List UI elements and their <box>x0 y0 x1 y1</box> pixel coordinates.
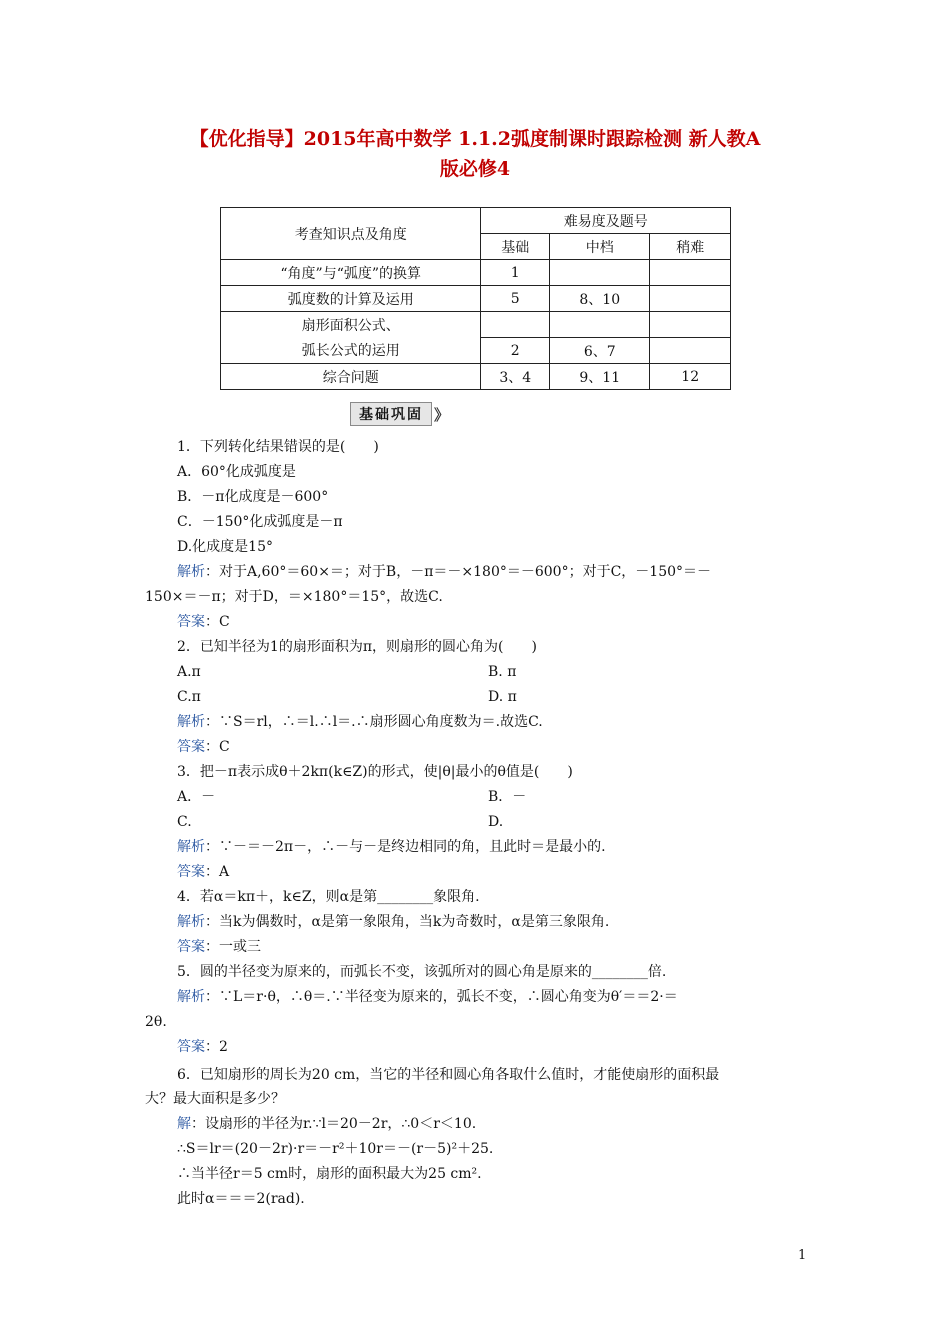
solution-text: ：设扇形的半径为r.∵l＝20－2r，∴0＜r＜10. <box>191 1116 477 1132</box>
table-row <box>221 286 731 312</box>
q3-stem: 3．把－π表示成θ＋2kπ(k∈Z)的形式，使|θ|最小的θ值是( ) <box>177 764 573 780</box>
table-cell-hard <box>650 260 731 286</box>
q5-answer <box>177 1036 228 1058</box>
solution-text: ：∵－＝－2π－，∴－与－是终边相同的角，且此时＝是最小的. <box>205 839 606 855</box>
q2-answer <box>177 736 230 758</box>
section-badge-label: 基础巩固 <box>350 402 432 426</box>
solution-label: 解析 <box>177 914 205 930</box>
answer-label: 答案 <box>177 614 205 630</box>
q6-solution <box>177 1113 476 1135</box>
table-cell-basic: 1 <box>481 260 550 286</box>
table-cell-mid: 8、10 <box>550 286 650 312</box>
table-header-difficulty: 难易度及题号 <box>481 208 731 234</box>
table-cell-hard <box>650 286 731 312</box>
title-line-1: 【优化指导】2015年高中数学 1.1.2弧度制课时跟踪检测 新人教A <box>189 128 761 150</box>
section-badge <box>350 401 449 427</box>
q3-option-a: A．－ <box>177 789 216 805</box>
q1-solution <box>177 561 711 583</box>
q3-option-b: B．－ <box>488 789 527 805</box>
table-cell-basic <box>481 312 550 338</box>
table-cell-hard <box>650 312 731 338</box>
q1-option-a: A．60°化成弧度是 <box>177 464 296 480</box>
q1-option-c: C．－150°化成弧度是－π <box>177 514 343 530</box>
section-badge-arrow-icon: 》 <box>434 405 450 424</box>
table-cell-mid <box>550 260 650 286</box>
table-cell-topic: 弧度数的计算及运用 <box>221 286 481 312</box>
document-title <box>140 124 810 184</box>
q3-option-c: C. <box>177 814 192 830</box>
table-row <box>221 364 731 390</box>
table-cell-mid <box>550 312 650 338</box>
q2-option-c: C.π <box>177 689 201 705</box>
table-cell-mid: 9、11 <box>550 364 650 390</box>
table-cell-basic: 5 <box>481 286 550 312</box>
q5-solution-cont: 2θ. <box>145 1014 167 1030</box>
table-cell-basic: 3、4 <box>481 364 550 390</box>
answer-text: ：一或三 <box>205 939 261 955</box>
answer-label: 答案 <box>177 739 205 755</box>
answer-text: ：2 <box>205 1039 228 1055</box>
solution-text: ：对于A,60°＝60×＝；对于B，－π＝－×180°＝－600°；对于C，－150°＝－ <box>205 564 712 580</box>
q3-option-d: D. <box>488 814 504 830</box>
answer-text: ：C <box>205 614 230 630</box>
table-cell-mid: 6、7 <box>550 338 650 364</box>
solution-label: 解析 <box>177 839 205 855</box>
q2-option-a: A.π <box>177 664 201 680</box>
q3-solution <box>177 836 606 858</box>
table-row <box>221 312 731 338</box>
q2-stem: 2．已知半径为1的扇形面积为π，则扇形的圆心角为( ) <box>177 639 537 655</box>
table-header-topic: 考查知识点及角度 <box>221 208 481 260</box>
q1-option-d: D.化成度是15° <box>177 539 273 555</box>
answer-label: 答案 <box>177 939 205 955</box>
q6-solution-line-4: 此时α＝＝＝2(rad). <box>177 1191 305 1207</box>
solution-text: ：∵L＝r·θ，∴θ＝.∵半径变为原来的，弧长不变，∴圆心角变为θ′＝＝2·＝ <box>205 989 678 1005</box>
q3-answer <box>177 861 229 883</box>
solution-label: 解析 <box>177 989 205 1005</box>
q2-solution <box>177 711 543 733</box>
knowledge-point-table <box>220 207 731 390</box>
table-header-hard: 稍难 <box>650 234 731 260</box>
q5-solution <box>177 986 678 1008</box>
q4-solution <box>177 911 609 933</box>
q1-answer <box>177 611 230 633</box>
solution-text: ：∵S＝rl，∴＝l.∴l＝.∴扇形圆心角度数为＝.故选C. <box>205 714 543 730</box>
table-row <box>221 260 731 286</box>
table-cell-topic: 扇形面积公式、 <box>221 312 481 338</box>
q6-stem-cont: 大？最大面积是多少？ <box>145 1091 285 1107</box>
table-cell-hard: 12 <box>650 364 731 390</box>
answer-label: 答案 <box>177 1039 205 1055</box>
table-cell-basic: 2 <box>481 338 550 364</box>
q1-option-b: B．－π化成度是－600° <box>177 489 329 505</box>
q4-answer <box>177 936 261 958</box>
q6-solution-line-3: ∴当半径r＝5 cm时，扇形的面积最大为25 cm². <box>177 1166 482 1182</box>
solution-label: 解 <box>177 1116 191 1132</box>
table-cell-hard <box>650 338 731 364</box>
answer-text: ：A <box>205 864 230 880</box>
answer-label: 答案 <box>177 864 205 880</box>
solution-label: 解析 <box>177 714 205 730</box>
q5-stem: 5．圆的半径变为原来的，而弧长不变，该弧所对的圆心角是原来的________倍. <box>177 964 667 980</box>
table-row <box>221 338 731 364</box>
table-cell-topic: 综合问题 <box>221 364 481 390</box>
table-cell-topic: 弧长公式的运用 <box>221 338 481 364</box>
q2-option-d: D. π <box>488 689 517 705</box>
answer-text: ：C <box>205 739 230 755</box>
q2-option-b: B. π <box>488 664 517 680</box>
q1-solution-cont: 150×＝－π；对于D，＝×180°＝15°，故选C. <box>145 589 443 605</box>
table-cell-topic: “角度”与“弧度”的换算 <box>221 260 481 286</box>
page-number: 1 <box>798 1248 807 1263</box>
q1-stem: 1．下列转化结果错误的是( ) <box>177 439 379 455</box>
q6-stem: 6．已知扇形的周长为20 cm，当它的半径和圆心角各取什么值时，才能使扇形的面积最 <box>177 1067 720 1083</box>
table-header-mid: 中档 <box>550 234 650 260</box>
title-line-2: 版必修4 <box>439 158 511 180</box>
solution-label: 解析 <box>177 564 205 580</box>
table-header-basic: 基础 <box>481 234 550 260</box>
solution-text: ：当k为偶数时，α是第一象限角，当k为奇数时，α是第三象限角. <box>205 914 610 930</box>
q4-stem: 4．若α＝kπ＋，k∈Z，则α是第________象限角. <box>177 889 480 905</box>
q6-solution-line-2: ∴S＝lr＝(20－2r)·r＝－r²＋10r＝－(r－5)²＋25. <box>177 1141 494 1157</box>
